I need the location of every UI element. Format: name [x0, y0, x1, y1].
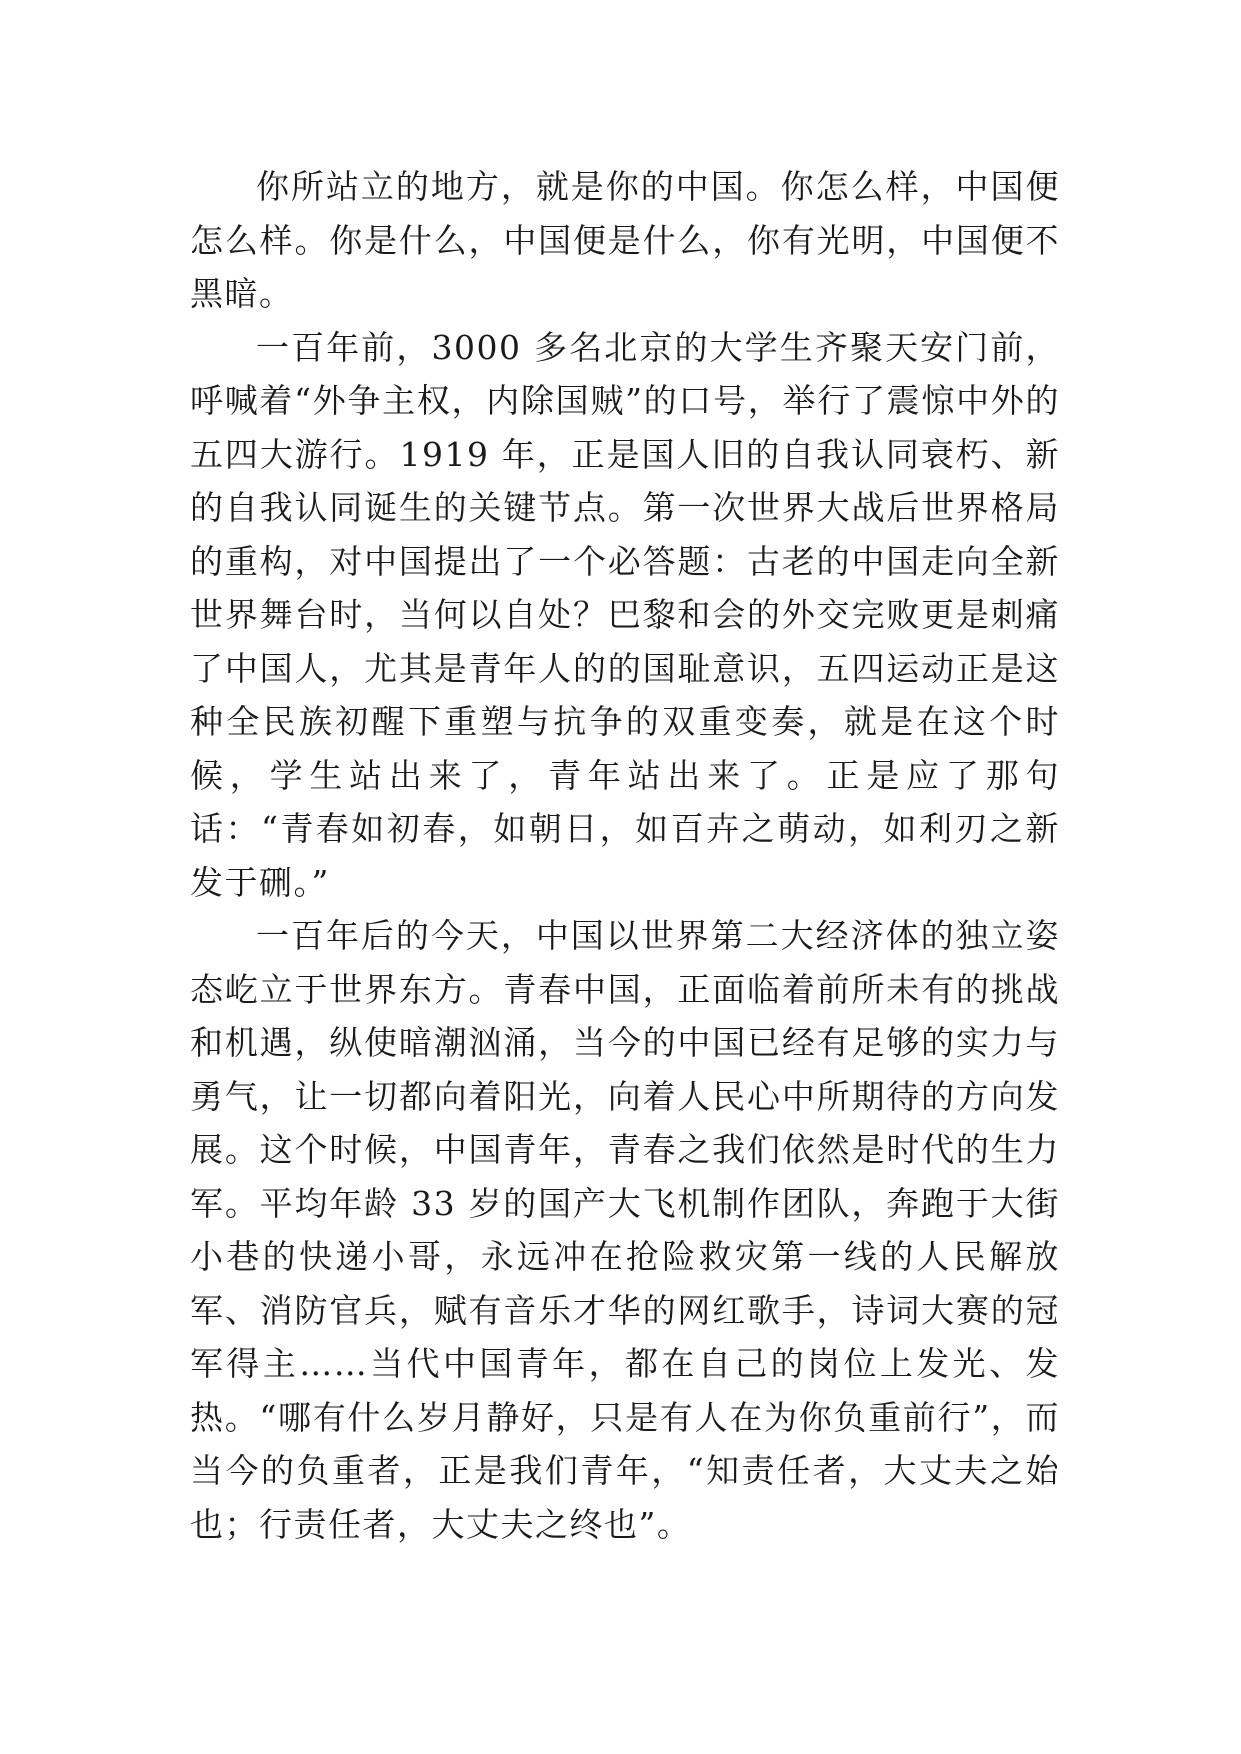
paragraph-1: 你所站立的地方，就是你的中国。你怎么样，中国便怎么样。你是什么，中国便是什么，你有光明，中国便不黑暗。	[190, 167, 1060, 313]
paragraph-3: 一百年后的今天，中国以世界第二大经济体的独立姿态屹立于世界东方。青春中国，正面临着前所未有的挑战和机遇，纵使暗潮汹涌，当今的中国已经有足够的实力与勇气，让一切都向着阳光，向着人民心中所期待的方向发展。这个时候，中国青年，青春之我们依然是时代的生力军。平均年龄 33 岁的国产大飞机制作团队，奔跑于大街小巷的快递小哥，永远冲在抢险救灾第一线的人民解放军、消防官兵，赋有音乐才华的网红歌手，诗词大赛的冠军得主……当代中国青年，都在自己的岗位上发光、发热。“哪有什么岁月静好，只是有人在为你负重前行”，而当今的负重者，正是我们青年，“知责任者，大丈夫之始也；行责任者，大丈夫之终也”。	[190, 916, 1060, 1544]
document-body	[190, 160, 1060, 1551]
paragraph-2: 一百年前，3000 多名北京的大学生齐聚天安门前，呼喊着“外争主权，内除国贼”的口号，举行了震惊中外的五四大游行。1919 年，正是国人旧的自我认同衰朽、新的自我认同诞生的关键节点。第一次世界大战后世界格局的重构，对中国提出了一个必答题：古老的中国走向全新世界舞台时，当何以自处？巴黎和会的外交完败更是刺痛了中国人，尤其是青年人的的国耻意识，五四运动正是这种全民族初醒下重塑与抗争的双重变奏，就是在这个时候，学生站出来了，青年站出来了。正是应了那句话：“青春如初春，如朝日，如百卉之萌动，如利刃之新发于硎。”	[190, 327, 1060, 902]
